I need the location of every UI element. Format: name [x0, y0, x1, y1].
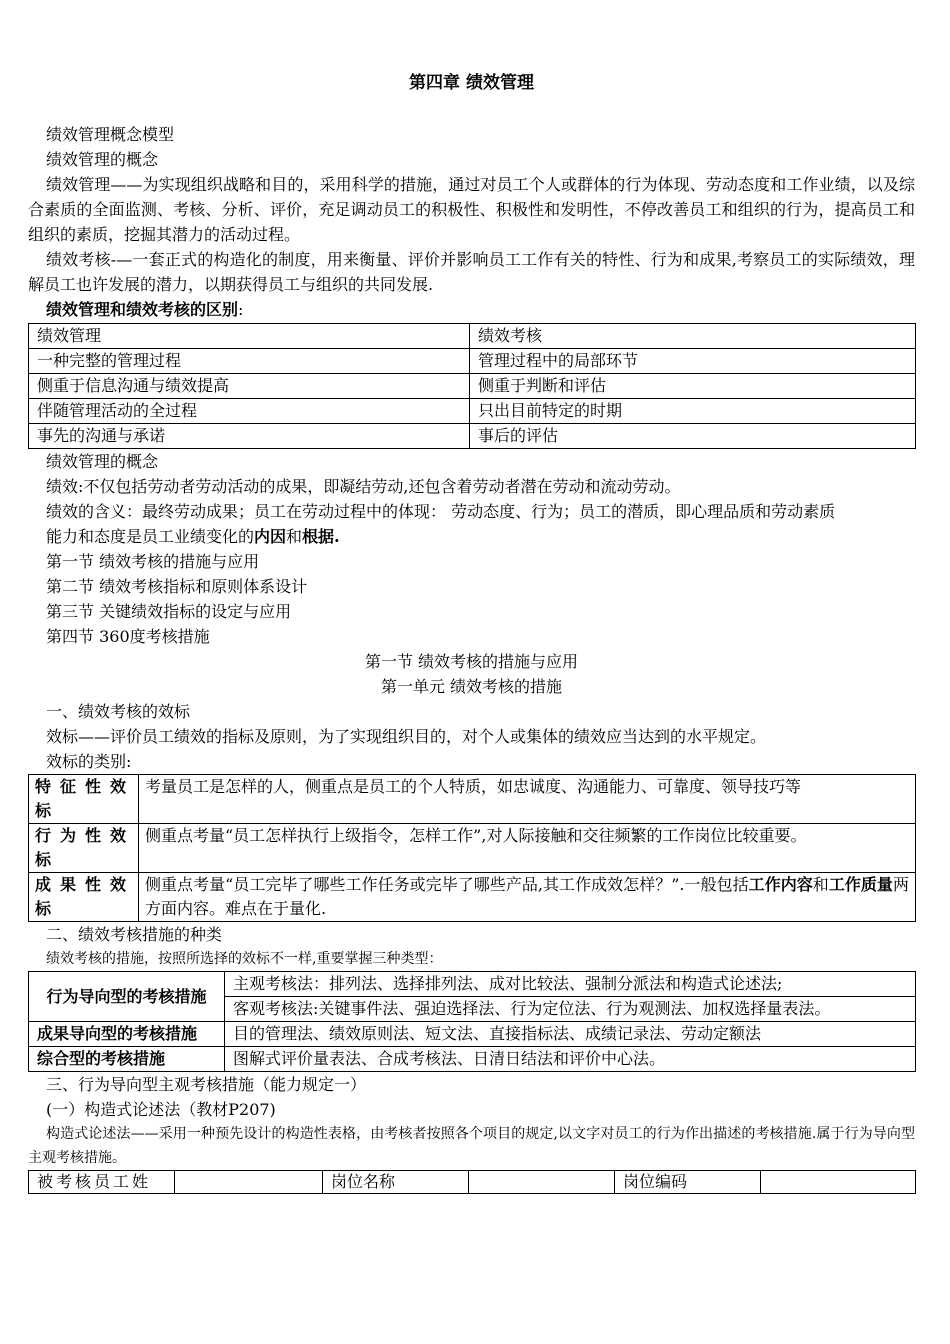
result-desc-c: 和 — [812, 875, 829, 894]
difference-heading — [28, 297, 915, 322]
table-row — [29, 775, 916, 824]
subjective-heading: 三、行为导向型主观考核措施（能力规定一） — [46, 1075, 367, 1094]
table-row — [29, 972, 916, 997]
table-cell: 只出目前特定的时期 — [470, 399, 916, 424]
result-desc-b: 工作内容 — [748, 875, 813, 894]
table-row — [29, 824, 916, 873]
section-list-item: 第四节 360度考核措施 — [46, 627, 210, 646]
ability-text-b: 内因 — [254, 527, 287, 546]
standard-label-cell: 成果性效标 — [29, 873, 139, 922]
ability-statement — [28, 524, 915, 549]
subjective-subheading: (一）构造式论述法（教材P207) — [46, 1100, 276, 1119]
table-row — [29, 399, 916, 424]
methods-table — [28, 971, 916, 1072]
form-value-cell — [469, 1171, 615, 1194]
method-desc-cell: 目的管理法、绩效原则法、短文法、直接指标法、成绩记录法、劳动定额法 — [225, 1022, 916, 1047]
table-header-cell: 绩效考核 — [470, 324, 916, 349]
section1-title: 第一节 绩效考核的措施与应用 — [364, 652, 579, 671]
method-label-cell: 成果导向型的考核措施 — [29, 1022, 225, 1047]
document-page — [28, 70, 915, 1194]
section-list-item: 第三节 关键绩效指标的设定与应用 — [46, 602, 292, 621]
section-list-item: 第二节 绩效考核指标和原则体系设计 — [46, 577, 308, 596]
ability-text-d: 根据. — [302, 527, 340, 546]
standard-desc-cell: 侧重点考量“员工怎样执行上级指令，怎样工作”,对人际接触和交往频繁的工作岗位比较重要。 — [139, 824, 916, 873]
standard-label-cell: 特征性效标 — [29, 775, 139, 824]
definition-assessment: 绩效考核-—一套正式的构造化的制度，用来衡量、评价并影响员工工作有关的特性、行为和成果,考察员工的实际绩效，理解员工也许发展的潜力，以期获得员工与组织的共同发展. — [28, 250, 915, 294]
form-value-cell — [761, 1171, 916, 1194]
table-row — [29, 424, 916, 449]
table-row — [29, 324, 916, 349]
result-desc-e: 两方面内容。难点在于量化. — [145, 875, 909, 918]
definition-management: 绩效管理——为实现组织战略和目的，采用科学的措施，通过对员工个人或群体的行为体现、劳动态度和工作业绩，以及综合素质的全面监测、考核、分析、评价，充足调动员工的积极性、积极性和发明性，不停改善员工和组织的行为，提高员工和组织的素质，挖掘其潜力的活动过程。 — [28, 175, 915, 244]
standard-table — [28, 774, 916, 922]
standard-desc-cell: 考量员工是怎样的人，侧重点是员工的个人特质，如忠诚度、沟通能力、可靠度、领导技巧等 — [139, 775, 916, 824]
ability-text-a: 能力和态度是员工业绩变化的 — [46, 527, 255, 546]
methods-note: 绩效考核的措施，按照所选择的效标不一样,重要掌握三种类型： — [46, 951, 443, 967]
table-cell: 伴随管理活动的全过程 — [29, 399, 470, 424]
intro-heading-model: 绩效管理概念模型 — [46, 125, 175, 144]
performance-meaning: 绩效的含义：最终劳动成果；员工在劳动过程中的体现： 劳动态度、行为；员工的潜质，即心理品质和劳动素质 — [46, 502, 836, 521]
assessment-form-table — [28, 1170, 916, 1194]
form-value-cell — [175, 1171, 323, 1194]
performance-heading: 绩效管理的概念 — [46, 452, 159, 471]
form-label-position-name: 岗位名称 — [323, 1171, 469, 1194]
method-label-cell: 综合型的考核措施 — [29, 1047, 225, 1072]
difference-heading-text: 绩效管理和绩效考核的区别 — [46, 300, 239, 319]
form-label-employee-name: 被考核员工姓 — [29, 1171, 175, 1194]
table-row — [29, 1022, 916, 1047]
table-row — [29, 349, 916, 374]
table-row — [29, 1047, 916, 1072]
performance-definition: 绩效:不仅包括劳动者劳动活动的成果，即凝结劳动,还包含着劳动者潜在劳动和流动劳动。 — [46, 477, 681, 496]
subjective-definition: 构造式论述法——采用一种预先设计的构造性表格，由考核者按照各个项目的规定,以文字对员工的行为作出描述的考核措施.属于行为导向型主观考核措施。 — [28, 1126, 915, 1166]
chapter-title: 第四章 绩效管理 — [409, 73, 534, 93]
standard-heading: 一、绩效考核的效标 — [46, 702, 191, 721]
difference-table — [28, 323, 916, 449]
ability-text-c: 和 — [286, 527, 303, 546]
table-cell: 一种完整的管理过程 — [29, 349, 470, 374]
table-row — [29, 1171, 916, 1194]
intro-heading-concept: 绩效管理的概念 — [46, 150, 159, 169]
section-list-item: 第一节 绩效考核的措施与应用 — [46, 552, 260, 571]
method-desc-cell: 主观考核法：排列法、选择排列法、成对比较法、强制分派法和构造式论述法; — [225, 972, 916, 997]
table-row — [29, 374, 916, 399]
table-cell: 管理过程中的局部环节 — [470, 349, 916, 374]
methods-heading: 二、绩效考核措施的种类 — [46, 925, 223, 944]
method-label-cell: 行为导向型的考核措施 — [29, 972, 225, 1022]
table-row — [29, 873, 916, 922]
form-label-position-code: 岗位编码 — [615, 1171, 761, 1194]
result-desc-a: 侧重点考量“员工完毕了哪些工作任务或完毕了哪些产品,其工作成效怎样？”.一般包括 — [145, 875, 749, 894]
unit1-title: 第一单元 绩效考核的措施 — [380, 677, 563, 696]
table-cell: 事先的沟通与承诺 — [29, 424, 470, 449]
method-desc-cell: 图解式评价量表法、合成考核法、日清日结法和评价中心法。 — [225, 1047, 916, 1072]
table-cell: 侧重于信息沟通与绩效提高 — [29, 374, 470, 399]
table-header-cell: 绩效管理 — [29, 324, 470, 349]
table-cell: 侧重于判断和评估 — [470, 374, 916, 399]
result-desc-d: 工作质量 — [828, 875, 893, 894]
difference-heading-colon: : — [238, 300, 244, 319]
standard-desc-cell — [139, 873, 916, 922]
standard-label-cell: 行为性效标 — [29, 824, 139, 873]
standard-types-heading: 效标的类别: — [46, 752, 132, 771]
method-desc-cell: 客观考核法:关键事件法、强迫选择法、行为定位法、行为观测法、加权选择量表法。 — [225, 997, 916, 1022]
table-cell: 事后的评估 — [470, 424, 916, 449]
standard-definition: 效标——评价员工绩效的指标及原则，为了实现组织目的，对个人或集体的绩效应当达到的水平规定。 — [46, 727, 767, 746]
